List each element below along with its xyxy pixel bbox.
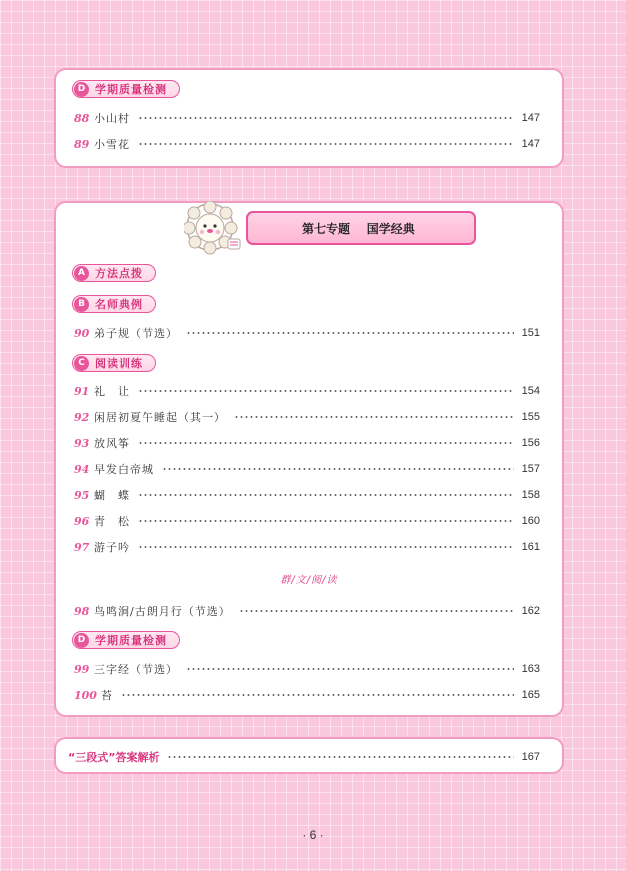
entry-page: 147 [521, 112, 540, 124]
entry-number: 92 [74, 410, 90, 424]
section-heading-b [72, 295, 156, 313]
leader-dots [138, 494, 514, 496]
section-title: 学期质量检测 [95, 83, 167, 96]
entry-title: “三段式”答案解析 [68, 751, 160, 764]
toc-entry[interactable] [74, 513, 540, 529]
toc-entry-answers[interactable] [68, 749, 540, 765]
topic-title: 第七专题 国学经典 [302, 221, 415, 236]
toc-entry[interactable] [74, 383, 540, 399]
section-heading-a [72, 264, 156, 282]
entry-page: 162 [521, 605, 540, 617]
topic-banner [246, 211, 476, 245]
entry-page: 156 [521, 437, 540, 449]
section-title: 方法点拨 [95, 267, 143, 280]
toc-entry[interactable] [74, 461, 540, 477]
entry-page: 147 [521, 138, 540, 150]
toc-card-term-test [54, 68, 564, 168]
toc-card-answers [54, 737, 564, 774]
entry-number: 99 [74, 662, 90, 676]
leader-dots [138, 546, 514, 548]
section-letter-badge: D [74, 82, 89, 97]
entry-number: 95 [74, 488, 90, 502]
section-letter-badge: C [74, 356, 89, 371]
entry-number: 90 [74, 326, 90, 340]
entry-title: 游子吟 [94, 541, 130, 554]
entry-page: 151 [521, 327, 540, 339]
entry-page: 154 [521, 385, 540, 397]
toc-card-topic-seven [54, 201, 564, 717]
entry-number: 93 [74, 436, 90, 450]
leader-dots [138, 520, 514, 522]
section-letter-badge: A [74, 266, 89, 281]
entry-title: 小山村 [94, 112, 130, 125]
toc-entry[interactable] [74, 539, 540, 555]
entry-number: 94 [74, 462, 90, 476]
section-letter-badge: B [74, 297, 89, 312]
leader-dots [234, 416, 514, 418]
entry-page: 163 [521, 663, 540, 675]
leader-dots [239, 610, 514, 612]
entry-title: 礼 让 [94, 385, 130, 398]
section-heading-c [72, 354, 156, 372]
section-title: 学期质量检测 [95, 634, 167, 647]
leader-dots [138, 143, 514, 145]
entry-title: 苔 [100, 689, 113, 702]
leader-dots [186, 332, 514, 334]
entry-page: 157 [521, 463, 540, 475]
leader-dots [167, 756, 513, 758]
entry-title: 蝴 蝶 [94, 489, 130, 502]
lion-mascot-icon [184, 201, 244, 255]
toc-entry[interactable] [74, 136, 540, 152]
toc-entry[interactable] [74, 687, 540, 703]
leader-dots [138, 117, 514, 119]
leader-dots [162, 468, 514, 470]
toc-entry[interactable] [74, 110, 540, 126]
toc-entry[interactable] [74, 603, 540, 619]
entry-page: 161 [521, 541, 540, 553]
entry-number: 96 [74, 514, 90, 528]
toc-entry[interactable] [74, 661, 540, 677]
leader-dots [138, 390, 514, 392]
entry-page: 167 [521, 751, 540, 763]
entry-title: 青 松 [94, 515, 130, 528]
entry-number: 97 [74, 540, 90, 554]
entry-number: 98 [74, 604, 90, 618]
entry-page: 158 [521, 489, 540, 501]
entry-number: 88 [74, 111, 90, 125]
toc-entry[interactable] [74, 409, 540, 425]
section-heading-d [72, 80, 180, 98]
entry-title: 弟子规（节选） [94, 327, 178, 340]
section-title: 名师典例 [95, 298, 143, 311]
section-heading-d [72, 631, 180, 649]
leader-dots [138, 442, 514, 444]
entry-number: 100 [74, 688, 97, 702]
entry-title: 三字经（节选） [94, 663, 178, 676]
section-letter-badge: D [74, 633, 89, 648]
entry-title: 放风筝 [94, 437, 130, 450]
entry-page: 165 [521, 689, 540, 701]
toc-entry[interactable] [74, 435, 540, 451]
entry-number: 91 [74, 384, 90, 398]
toc-entry[interactable] [74, 325, 540, 341]
entry-title: 早发白帝城 [94, 463, 154, 476]
toc-entry[interactable] [74, 487, 540, 503]
page-number: · 6 · [302, 828, 324, 842]
entry-page: 160 [521, 515, 540, 527]
entry-title: 闲居初夏午睡起（其一） [94, 411, 226, 424]
entry-number: 89 [74, 137, 90, 151]
entry-title: 鸟鸣涧/古朗月行（节选） [94, 605, 231, 618]
leader-dots [186, 668, 514, 670]
entry-title: 小雪花 [94, 138, 130, 151]
entry-page: 155 [521, 411, 540, 423]
leader-dots [121, 694, 514, 696]
group-reading-label: 群/文/阅/读 [280, 575, 338, 586]
section-title: 阅读训练 [95, 357, 143, 370]
